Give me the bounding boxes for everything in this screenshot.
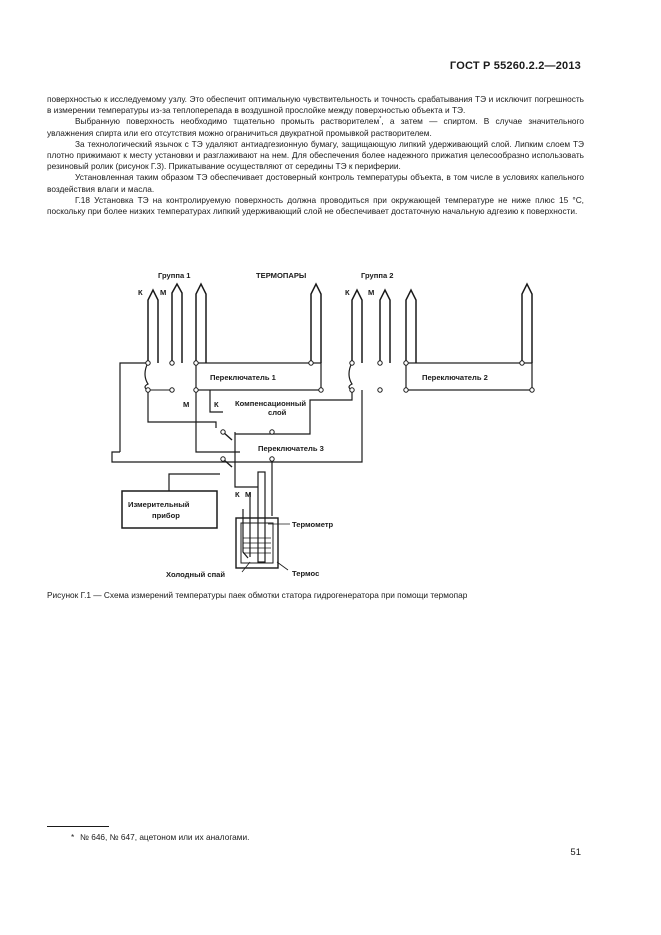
cold-junction-label: Холодный спай xyxy=(166,570,226,579)
k-label-group2: К xyxy=(345,288,350,297)
group2-probe-3 xyxy=(406,290,416,363)
comp-junction-label-1: Компенсационный xyxy=(235,399,307,408)
group1-probe-3 xyxy=(196,284,206,363)
paragraph-4: Установленная таким образом ТЭ обеспечивает достоверный контроль температуры объекта, в том числе в условиях капельного воздействия влаги и масла. xyxy=(47,172,584,194)
switch3-label: Переключатель 3 xyxy=(258,444,324,453)
k-label-thermos: К xyxy=(235,490,240,499)
measurement-scheme-figure xyxy=(90,262,570,586)
thermometer-tube xyxy=(258,472,265,562)
group1-probe-2 xyxy=(172,284,182,363)
comp-junction-label-2: слой xyxy=(268,408,287,417)
footnote-marker: * xyxy=(379,116,382,123)
m-label-thermos: М xyxy=(245,490,252,499)
footnote xyxy=(71,832,250,842)
group2-label: Группа 2 xyxy=(361,271,394,280)
group2-probe-2 xyxy=(380,290,390,363)
k-label-group1: К xyxy=(138,288,143,297)
switch2-label: Переключатель 2 xyxy=(422,373,488,382)
figure-caption: Рисунок Г.1 — Схема измерений температуры паек обмотки статора гидрогенератора при помощи термопар xyxy=(47,590,468,600)
measuring-instrument-label-2: прибор xyxy=(152,511,180,520)
paragraph-3: За технологический язычок с ТЭ удаляют антиадгезионную бумагу, защищающую липкий удерживающий слой. Липким слоем ТЭ плотно прижимают к месту установки и разглаживают на нем. Для обеспечения более надежного прижатия целесообразно использовать резиновый ролик (рисунок Г.3). Прикатывание осуществляют от середины ТЭ к периферии. xyxy=(47,138,584,172)
paragraph-2-part-1: Выбранную поверхность необходимо тщательно промыть растворителем xyxy=(75,116,380,127)
thermocouples-label: ТЕРМОПАРЫ xyxy=(256,271,307,280)
body-text xyxy=(47,94,584,217)
m-label-comp: М xyxy=(183,400,190,409)
k-label-comp: К xyxy=(214,400,219,409)
thermos-label: Термос xyxy=(292,569,320,578)
switch1-label: Переключатель 1 xyxy=(210,373,276,382)
measuring-instrument-box xyxy=(122,491,217,528)
group1-probe-4 xyxy=(311,284,321,363)
measurement-scheme-diagram xyxy=(90,262,570,586)
footnote-divider xyxy=(47,826,109,827)
group1-probe-1 xyxy=(148,290,158,363)
footnote-text: № 646, № 647, ацетоном или их аналогами. xyxy=(80,832,250,842)
paragraph-5: Г.18 Установка ТЭ на контролируемую поверхность должна проводиться при окружающей температуре не ниже плюс 15 °С, поскольку при более низких температурах липкий удерживающий слой не обеспечивает достаточную начальную адгезию к поверхности. xyxy=(47,194,584,217)
page-number: 51 xyxy=(570,847,581,858)
group1-label: Группа 1 xyxy=(158,271,191,280)
group2-probe-4 xyxy=(522,284,532,363)
group2-probe-1 xyxy=(352,290,362,363)
m-label-group1: М xyxy=(160,288,167,297)
paragraph-2-part-2: , а затем — спиртом. В случае значительного увлажнения спирта или его отсутствия можно ограничиться двукратной промывкой растворителем. xyxy=(47,116,584,138)
m-label-group2: М xyxy=(368,288,375,297)
footnote-mark: * xyxy=(71,832,75,842)
paragraph-2 xyxy=(47,116,584,138)
measuring-instrument-label-1: Измерительный xyxy=(128,500,190,509)
paragraph-1: поверхностью к исследуемому узлу. Это обеспечит оптимальную чувствительность и точность срабатывания ТЭ и исключит погрешность в измерении температуры из-за теплоперепада в воздушной прослойке между поверхностью объекта и ТЭ. xyxy=(47,94,584,116)
document-header: ГОСТ Р 55260.2.2—2013 xyxy=(449,60,581,72)
thermometer-label: Термометр xyxy=(292,520,334,529)
